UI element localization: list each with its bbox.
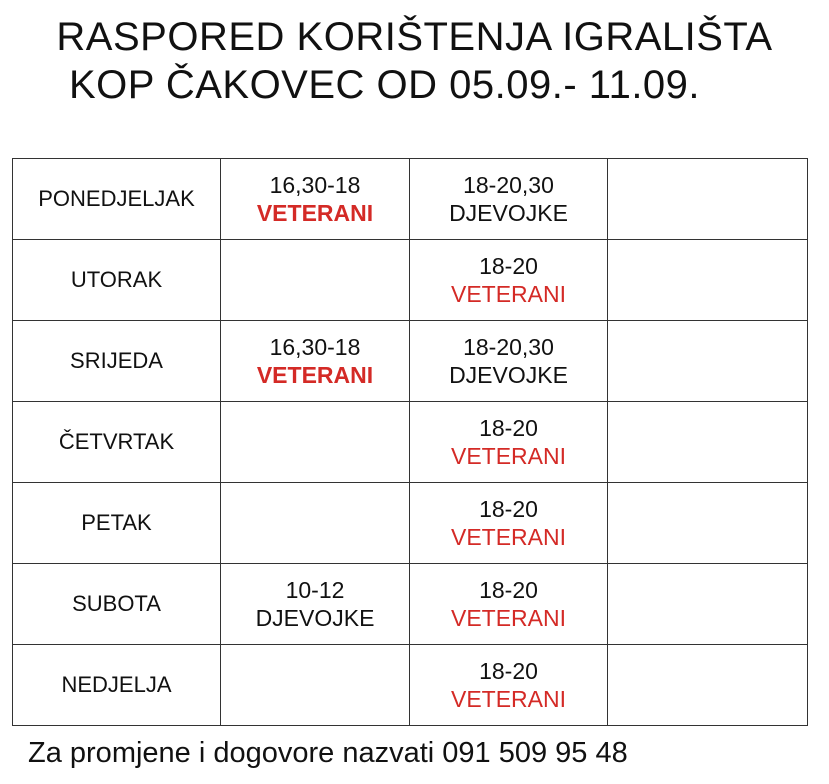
slot-b-cell bbox=[410, 483, 608, 564]
slot-time: 18-20 bbox=[479, 577, 538, 603]
slot-team: DJEVOJKE bbox=[449, 200, 568, 226]
empty-cell bbox=[221, 402, 410, 483]
empty-cell bbox=[608, 240, 808, 321]
schedule-row-srijeda bbox=[13, 321, 808, 402]
slot-time: 18-20 bbox=[479, 253, 538, 279]
schedule-row-petak bbox=[13, 483, 808, 564]
slot-b-cell bbox=[410, 240, 608, 321]
slot-a-cell bbox=[221, 159, 410, 240]
time-slot bbox=[451, 576, 566, 632]
time-slot bbox=[451, 252, 566, 308]
time-slot bbox=[451, 657, 566, 713]
slot-a-cell bbox=[221, 321, 410, 402]
slot-team: VETERANI bbox=[450, 686, 567, 712]
slot-b-cell bbox=[410, 321, 608, 402]
slot-team: VETERANI bbox=[450, 443, 567, 469]
schedule-row-nedjelja bbox=[13, 645, 808, 726]
slot-time: 18-20,30 bbox=[463, 172, 554, 198]
time-slot bbox=[451, 495, 566, 551]
day-label: UTORAK bbox=[13, 240, 221, 321]
slot-team: VETERANI bbox=[450, 281, 567, 307]
slot-b-cell bbox=[410, 645, 608, 726]
time-slot bbox=[257, 333, 373, 389]
empty-cell bbox=[608, 321, 808, 402]
slot-time: 16,30-18 bbox=[269, 334, 361, 360]
empty-cell bbox=[608, 564, 808, 645]
slot-time: 18-20 bbox=[479, 415, 538, 441]
slot-time: 16,30-18 bbox=[269, 172, 361, 198]
slot-team: DJEVOJKE bbox=[449, 362, 568, 388]
empty-cell bbox=[608, 402, 808, 483]
time-slot bbox=[449, 171, 568, 227]
slot-team: DJEVOJKE bbox=[255, 605, 375, 631]
time-slot bbox=[256, 576, 375, 632]
schedule-table bbox=[12, 158, 808, 726]
time-slot bbox=[449, 333, 568, 389]
slot-team: VETERANI bbox=[450, 524, 567, 550]
slot-time: 10-12 bbox=[285, 577, 345, 603]
day-label: SUBOTA bbox=[13, 564, 221, 645]
slot-time: 18-20 bbox=[479, 658, 538, 684]
contact-note: Za promjene i dogovore nazvati 091 509 95 48 bbox=[28, 737, 628, 769]
empty-cell bbox=[608, 645, 808, 726]
slot-b-cell bbox=[410, 402, 608, 483]
slot-team: VETERANI bbox=[256, 200, 374, 226]
empty-cell bbox=[221, 645, 410, 726]
schedule-row-ponedjeljak bbox=[13, 159, 808, 240]
day-label: ČETVRTAK bbox=[13, 402, 221, 483]
slot-time: 18-20 bbox=[479, 496, 538, 522]
day-label: PETAK bbox=[13, 483, 221, 564]
schedule-row-cetvrtak bbox=[13, 402, 808, 483]
empty-cell bbox=[608, 159, 808, 240]
schedule-row-subota bbox=[13, 564, 808, 645]
day-label: PONEDJELJAK bbox=[13, 159, 221, 240]
slot-team: VETERANI bbox=[256, 362, 374, 388]
empty-cell bbox=[221, 240, 410, 321]
day-label: NEDJELJA bbox=[13, 645, 221, 726]
schedule-row-utorak bbox=[13, 240, 808, 321]
slot-a-cell bbox=[221, 564, 410, 645]
empty-cell bbox=[608, 483, 808, 564]
slot-time: 18-20,30 bbox=[463, 334, 554, 360]
empty-cell bbox=[221, 483, 410, 564]
page-title-line-2: KOP ČAKOVEC OD 05.09.- 11.09. bbox=[68, 63, 701, 107]
slot-b-cell bbox=[410, 564, 608, 645]
day-label: SRIJEDA bbox=[13, 321, 221, 402]
slot-team: VETERANI bbox=[450, 605, 567, 631]
time-slot bbox=[257, 171, 373, 227]
page-title-line-1: RASPORED KORIŠTENJA IGRALIŠTA bbox=[56, 15, 773, 59]
slot-b-cell bbox=[410, 159, 608, 240]
time-slot bbox=[451, 414, 566, 470]
